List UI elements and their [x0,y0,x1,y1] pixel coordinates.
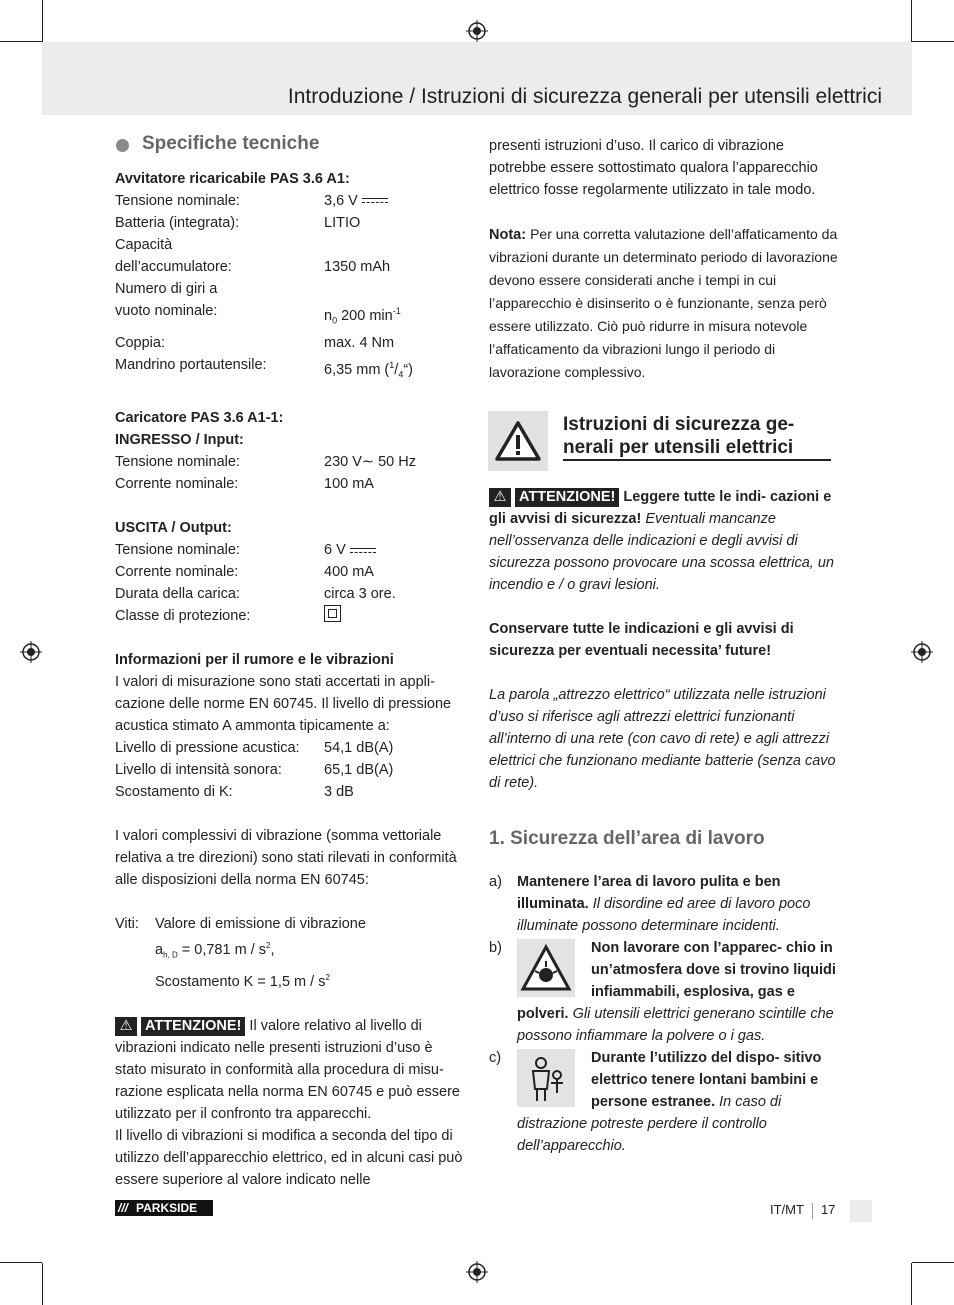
crop-mark [911,1263,912,1305]
warning-triangle-icon [488,411,548,471]
right-column [489,135,841,384]
explosion-hazard-icon [517,939,575,997]
section-heading [115,133,467,156]
vibration-values: Viti: Valore di emissione di vibrazione $a_{h, D} = 0,781$ m / $s^2$, Scostamento K = 1,5 m / $s^2$ [115,916,366,990]
spec-row: Durata della carica: circa 3 ore. [115,586,396,603]
warning-triangle-icon: ⚠ [489,488,511,507]
list-item: b) Non lavorare con l’apparec- chio in un’atmosfera dove si trovino liquidi infiammabili, esplosiva, gas e polveri. Gli utensili elettrici generano scintille che possono infiammare la polvere o i gas. [489,940,836,1044]
crop-mark [912,41,954,42]
spec-row: Capacità [115,237,173,253]
page-number: 17 [820,1202,836,1217]
registration-mark-icon [466,20,488,42]
definition-text: La parola „attrezzo elettrico“ utilizzata nelle istruzioni d’uso si riferisce agli attrezzi elettrici funzionanti all’interno di una rete (con cavo di rete) e agli attrezzi elettrici che funzionano mediante batterie (senza cavo di rete). [489,687,836,791]
charger-title: Caricatore PAS 3.6 A1-1: [115,410,284,427]
dc-symbol-icon [362,196,388,206]
vibration-text: I valori complessivi di vibrazione (somma vettoriale relativa a tre direzioni) sono stati rilevati in conformità alle disposizioni della norma EN 60745: [115,828,457,889]
right-column-lower [489,486,841,1157]
spec-row: Classe di protezione: [115,605,467,627]
crop-mark [0,41,42,42]
spec-row: Coppia: max. 4 Nm [115,334,395,351]
note-paragraph: Nota: Per una corretta valutazione dell’affaticamento da vibrazioni durante un determinato periodo di lavorazione devono essere considerati anche i tempi in cui l’apparecchio è disinserito o è funzionante, senza però essere utilizzato. Ciò può ridurre in misura notevole l’affaticamento da vibrazioni lungo il periodo di lavorazione complessivo. [489,226,838,380]
registration-mark-icon [20,641,42,663]
protection-class-ii-icon [324,605,341,622]
spec-row: Tensione nominale: 6 V [115,539,467,561]
spec-row: vuoto nominale: $n_0$ 200 $\min^{-1}$ [115,303,401,326]
warning-triangle-box [488,411,548,471]
list-item: c) Durante l’utilizzo del dispo- sitivo elettrico tenere lontani bambini e persone estranee. In caso di distrazione potreste perdere il controllo dell’apparecchio. [489,1050,822,1154]
safety-warning: ⚠ ATTENZIONE! Leggere tutte le indi- cazioni e gli avvisi di sicurezza! Eventuali mancanze nell’osservanza delle indicazioni e degli avvisi di sicurezza possono provocare una scossa elettrica, un incendio e / o gravi lesioni. [489,489,834,593]
vibration-text-2: Il livello di vibrazioni si modifica a seconda del tipo di utilizzo dell’apparecchio elettrico, ed in alcuni casi può essere superiore al valore indicato nelle [115,1127,463,1188]
spec-row: Batteria (integrata): LITIO [115,215,361,231]
crop-mark [0,1262,42,1263]
warning-label: ATTENZIONE! [141,1017,245,1036]
continued-text: presenti istruzioni d’uso. Il carico di vibrazione potrebbe essere sottostimato qualora l’apparecchio elettrico fosse regolarmente utilizzato in tale modo. [489,138,818,198]
note-label: Nota: [489,227,527,243]
registration-mark-icon [911,641,933,663]
language-code: IT/MT [770,1202,804,1217]
crop-mark [42,0,43,42]
crop-mark [42,1263,43,1305]
spec-row: Scostamento di K: 3 dB [115,784,354,801]
spec-row: Numero di giri a [115,281,218,297]
drill-title: Avvitatore ricaricabile PAS 3.6 A1: [115,171,350,187]
page-footer [770,1202,835,1219]
input-title: INGRESSO / Input: [115,432,244,449]
safety-title: Istruzioni di sicurezza ge- nerali per utensili elettrici [563,413,831,461]
section-title: Specifiche tecniche [142,133,320,154]
left-column [115,133,467,1191]
noise-title: Informazioni per il rumore e le vibrazioni [115,652,394,669]
page-header-title: Introduzione / Istruzioni di sicurezza generali per utensili elettrici [287,85,882,108]
crop-mark [912,1262,954,1263]
noise-text: I valori di misurazione sono stati accertati in appli- cazione delle norme EN 60745. Il livello di pressione acustica stimato A ammonta tipicamente a: [115,674,452,735]
spec-row: Corrente nominale: 400 mA [115,564,374,581]
area-section-title: 1. Sicurezza dell’area di lavoro [489,828,765,849]
dc-symbol-icon [350,546,376,556]
spec-row: Livello di pressione acustica: 54,1 dB(A) [115,740,394,757]
spec-row: Livello di intensità sonora: 65,1 dB(A) [115,762,394,779]
list-item: a) Mantenere l’area di lavoro pulita e ben illuminata. Il disordine ed aree di lavoro poco illuminate possono determinare incidenti. [489,874,811,934]
crop-mark [911,0,912,42]
spec-row: Mandrino portautensile: 6,35 mm $(^1/_4“)$ [115,356,413,380]
warning-triangle-icon: ⚠ [115,1017,137,1036]
spec-row: Tensione nominale: 3,6 V [115,190,467,212]
warning-label: ATTENZIONE! [515,488,619,507]
registration-mark-icon [466,1261,488,1283]
output-title: USCITA / Output: [115,520,232,537]
spec-row: Tensione nominale: 230 V∼ 50 Hz [115,454,416,471]
bullet-icon [116,139,129,152]
spec-row: Corrente nominale: 100 mA [115,476,374,493]
spec-row: dell’accumulatore: 1350 mAh [115,259,391,275]
parkside-logo: /// PARKSIDE [115,1200,213,1216]
keep-children-away-icon [517,1049,575,1107]
vibration-warning: ⚠ ATTENZIONE! Il valore relativo al livello di vibrazioni indicato nelle presenti istruzioni d’uso è stato misurato in conformità alla procedura di misu- razione esplicata nella norma EN 60745 e può essere utilizzato per il confronto tra apparecchi. [115,1017,460,1122]
footer-box [850,1200,872,1222]
keep-instructions: Conservare tutte le indicazioni e gli avvisi di sicurezza per eventuali necessita’ future! [489,621,794,659]
